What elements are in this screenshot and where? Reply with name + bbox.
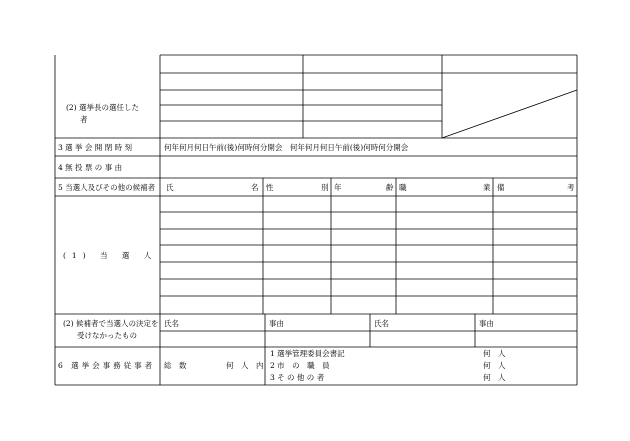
elected-label: (1) 当 選 人 [63,251,158,260]
not-decided-label-line1: (2) 候補者で当選人の決定を [63,319,159,328]
staff-total-label: 総 数 [164,361,187,370]
staff-item-value: 何 人 [483,361,506,370]
not-decided-header-name-1: 氏名 [164,319,179,328]
header-note-2: 考 [567,183,575,192]
header-name-2: 名 [251,183,259,192]
header-job-2: 業 [483,183,491,192]
meeting-time-value: 何年何月何日午前(後)何時何分開会 何年何月何日午前(後)何時何分開会 [164,143,409,152]
selector-label-line1: (2) 選挙長の選任した [66,103,140,112]
header-note-1: 備 [497,183,505,192]
header-job-1: 職 [399,183,407,192]
candidates-label: 5 当選人及びその他の候補者 [58,183,156,192]
staff-total-value: 何 人 内 [226,361,264,370]
invalid-vote-reason-label: 4 無 投 票 の 事 由 [58,163,123,172]
header-name-1: 氏 [166,183,174,192]
not-decided-header-reason-2: 事由 [479,319,494,328]
header-sex-1: 性 [266,183,274,192]
staff-item-label: 1 選挙管理委員会書記 [270,349,345,358]
not-decided-header-reason-1: 事由 [269,319,284,328]
header-sex-2: 別 [321,183,329,192]
selector-label-line2: 者 [80,115,88,124]
header-age-2: 齢 [386,183,394,192]
header-age-1: 年 [334,183,342,192]
staff-item-value: 何 人 [483,373,506,382]
staff-item-label: 2 市 の 職 員 [270,361,330,370]
meeting-time-label: 3 選 挙 会 開 閉 時 刻 [58,143,132,152]
staff-item-label: 3 そ の 他 の 者 [270,373,325,382]
staff-item-value: 何 人 [483,349,506,358]
not-decided-label-line2: 受けなかったもの [77,331,137,340]
staff-label: 6 選挙会事務従事者 [58,361,156,370]
not-decided-header-name-2: 氏名 [374,319,389,328]
